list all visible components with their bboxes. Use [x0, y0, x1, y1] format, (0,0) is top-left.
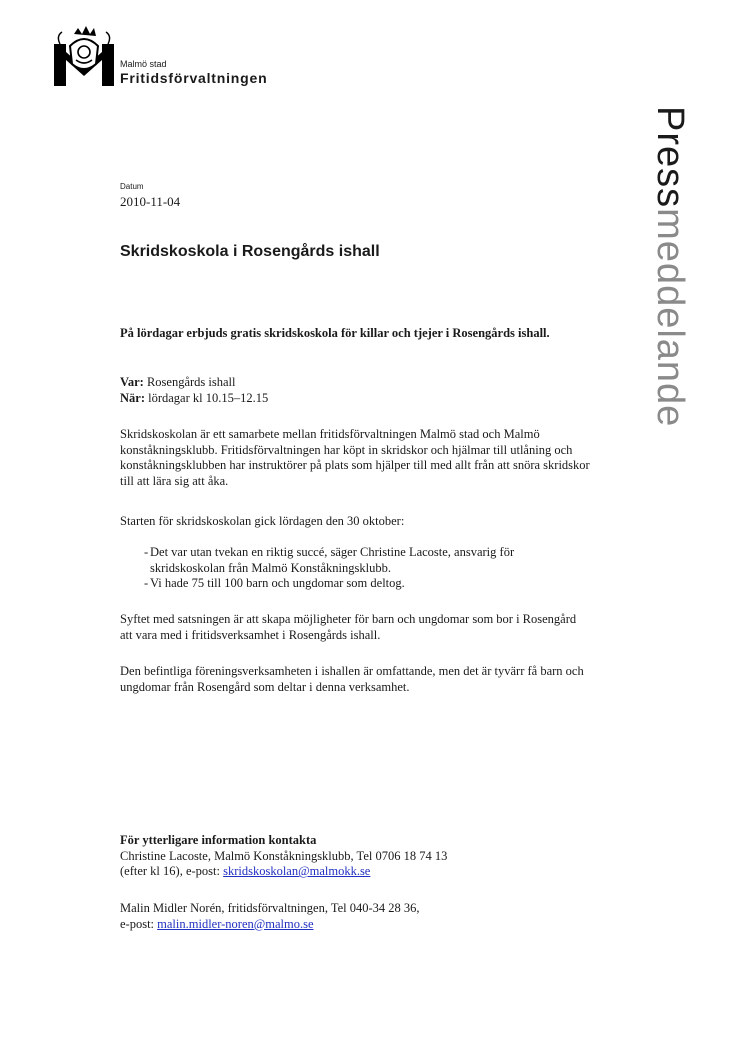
list-item: - Vi hade 75 till 100 barn och ungdomar som deltog. — [120, 576, 590, 592]
event-details — [120, 375, 590, 406]
paragraph-purpose — [120, 612, 590, 643]
contact-heading-text: För ytterligare information kontakta — [120, 833, 317, 847]
lead-paragraph — [120, 326, 590, 342]
side-label-light: meddelande — [649, 208, 691, 428]
contact-person2-line2 — [120, 917, 590, 933]
where-label: Var: — [120, 375, 144, 389]
where-line — [120, 375, 590, 391]
paragraph-collaboration — [120, 427, 590, 489]
contact-section — [120, 833, 590, 880]
lead-text: På lördagar erbjuds gratis skridskoskola för killar och tjejer i Rosengårds ishall. — [120, 326, 550, 340]
contact-person1-email-prefix: (efter kl 16), e-post: — [120, 864, 224, 879]
contact-person2-email-prefix: e-post: — [120, 916, 158, 931]
date-value: 2010-11-04 — [120, 194, 181, 209]
paragraph-start-text: Starten för skridskoskolan gick lördagen den 30 oktober: — [120, 514, 405, 528]
contact-person2-email-link[interactable]: malin.midler-noren@malmo.se — [157, 916, 314, 931]
org-department: Fritidsförvaltningen — [120, 70, 268, 86]
contact-person1-line2 — [120, 864, 590, 880]
list-item: - Det var utan tvekan en riktig succé, säger Christine Lacoste, ansvarig för skridskoskolan från Malmö Konståkningsklubb. — [120, 545, 590, 576]
contact-person2-line1: Malin Midler Norén, fritidsförvaltningen, Tel 040-34 28 36, — [120, 901, 420, 915]
date-label: Datum — [120, 182, 144, 191]
org-city: Malmö stad — [120, 59, 167, 69]
where-value: Rosengårds ishall — [143, 375, 236, 389]
paragraph-existing-activities — [120, 664, 590, 695]
malmo-coat-of-arms-logo — [52, 24, 116, 88]
when-label: När: — [120, 390, 145, 405]
contact-section-2 — [120, 901, 590, 932]
quote-list — [120, 545, 590, 592]
contact-person1-line1: Christine Lacoste, Malmö Konståkningsklubb, Tel 0706 18 74 13 — [120, 848, 448, 863]
paragraph-collaboration-text: Skridskoskolan är ett samarbete mellan fritidsförvaltningen Malmö stad och Malmö konståkningsklubb. Fritidsförvaltningen har köpt in skridskor och hjälmar till utlåning och konståkningsklubben har instruktörer på plats som hjälper till med allt från att snöra skridskor till att lära sig att åka. — [120, 427, 590, 488]
press-release-side-label — [648, 106, 692, 427]
paragraph-start — [120, 514, 590, 530]
paragraph-purpose-text: Syftet med satsningen är att skapa möjligheter för barn och ungdomar som bor i Rosengård att vara med i fritidsverksamhet i Rosengårds ishall. — [120, 612, 577, 642]
page-title: Skridskoskola i Rosengårds ishall — [120, 243, 380, 260]
when-value: lördagar kl 10.15–12.15 — [145, 390, 269, 405]
contact-heading — [120, 833, 590, 849]
paragraph-existing-activities-text: Den befintliga föreningsverksamheten i ishallen är omfattande, men det är tyvärr få barn och ungdomar från Rosengård som deltar i denna verksamhet. — [120, 664, 584, 694]
side-label-bold: Press — [649, 106, 691, 209]
when-line — [120, 391, 590, 407]
contact-person1-email-link[interactable]: skridskoskolan@malmokk.se — [223, 864, 371, 879]
